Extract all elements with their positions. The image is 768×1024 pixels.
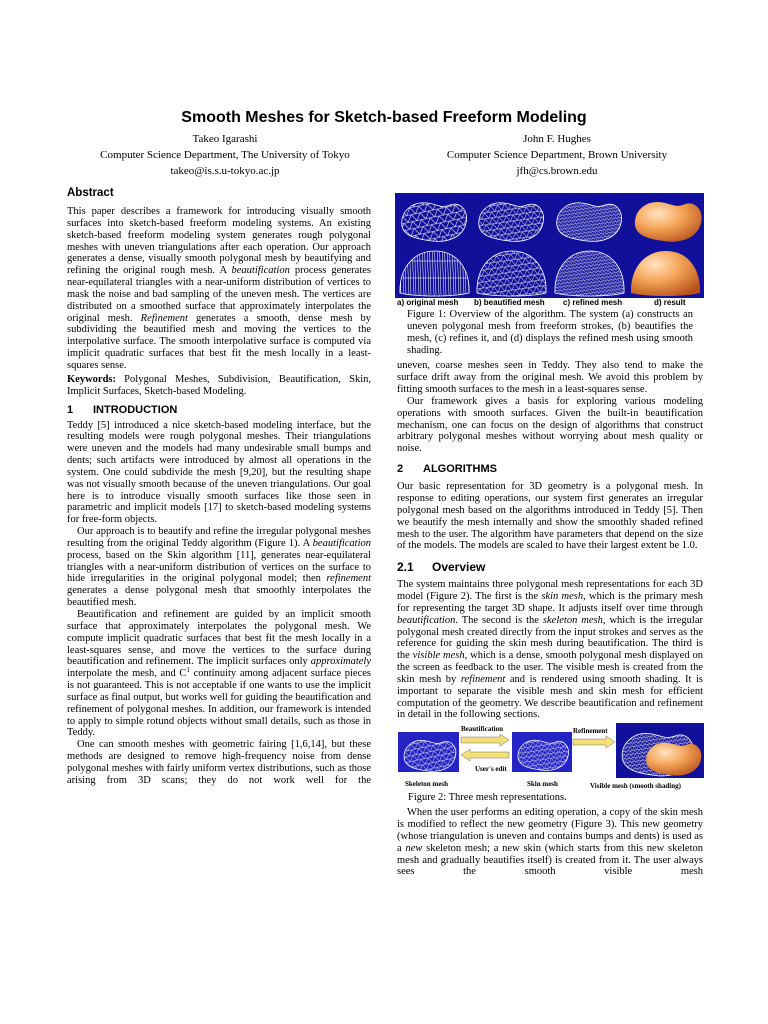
section-heading-introduction	[67, 404, 371, 417]
text-run: process, based on the Skin algorithm [11], generates near-equilateral triangles with a near-uniform distribution of vertices on the surface to hide irregularities in the original polygonal model; then	[67, 549, 371, 585]
figure-1-image	[395, 193, 704, 309]
italic-text: beautification	[312, 537, 371, 549]
text-run: , which is the primary mesh for representing the target 3D shape. It adjusts itself over time through	[397, 591, 703, 614]
paragraph	[397, 360, 703, 396]
text-run: skeleton mesh; a new skin (which starts from this new skeleton mesh and gradually beautifies itself) is created from it. The user always sees the smooth visible mesh	[397, 842, 703, 878]
text-run: continuity among adjacent surface pieces is not guaranteed. This is not acceptable if one wants to use the implicit surface as final output, but works well for guiding the beautification and refinement of polygonal meshes. In addition, our framework is intended to apply to simple rotund objects without small details, such as those in Teddy.	[67, 668, 371, 739]
users-edit-arrow	[461, 749, 509, 761]
paragraph	[67, 526, 371, 609]
subsection-heading-overview	[397, 560, 703, 574]
text-run: When the user performs an editing operation, a copy of the skin mesh is modified to reflect the new geometry (Figure 3). This new geometry (whose triangulation is uneven and contains bumps and dents) is used as a	[397, 807, 703, 854]
text-run: This paper describes a framework for introducing visually smooth surfaces into sketch-based freeform modeling systems. An existing sketch-based freeform modeling system generates rough polygonal meshes with uneven triangulations after each operation. Our approach generates a dense, visually smooth polygonal mesh by beautifying and refining the original rough mesh. A	[67, 206, 371, 277]
skeleton-mesh-label: Skeleton mesh	[405, 780, 448, 789]
paragraph	[397, 481, 703, 552]
italic-text: refinement	[460, 673, 506, 685]
bold-text: Keywords:	[67, 373, 116, 385]
section-number: 2	[397, 463, 404, 476]
italic-text: refinement	[326, 573, 371, 585]
figure-2-image	[397, 723, 704, 791]
original-mesh-side-view	[402, 203, 467, 242]
text-run: interpolate the mesh, and C	[67, 668, 187, 680]
text-run: generates a smooth, dense mesh by subdividing the beautified mesh and moving the vertices to the interpolative surface. The smooth interpolative surface is computed via implicit quadratic surfaces that best fit the mesh locally in a least-squares sense.	[67, 312, 371, 371]
text-run: . The second is the	[455, 614, 543, 626]
text-run: Teddy [5] introduced a nice sketch-based modeling interface, but the resulting models were rough polygonal meshes. Their triangulations were uneven and the models had many undesirable small bumps and dents; such artifacts were introduced by almost all operations in the system. One could subdivide the mesh [9,20], but the resulting shape was not visually smooth because of the uneven triangulations. Our goal here is to introduce visually smooth surfaces like those seen in parametric and implicit models [17] to sketch-based modeling systems for free-form objects.	[67, 419, 371, 526]
text-run: and is rendered using smooth shading. It is important to separate the visible mesh and skin mesh for efficient computation of the geometry. We describe beautification and refinement in detail in the following sections.	[397, 673, 703, 721]
paragraph	[397, 396, 703, 455]
abstract-body	[67, 206, 371, 372]
section-title: ALGORITHMS	[423, 463, 497, 476]
text-run: One can smooth meshes with geometric fairing [1,6,14], but these methods are designed to remove high-frequency noise from dense polygonal meshes with fairly uniform vertex distributions, such as those arising from 3D scans; they do not work well for the	[67, 739, 371, 786]
panel-label-beautified: b) beautified mesh	[474, 298, 545, 307]
italic-text: skeleton mesh	[542, 614, 603, 626]
italic-text: beautification	[397, 614, 456, 626]
author-affiliation: Computer Science Department, The University of Tokyo	[100, 149, 350, 161]
author-name: Takeo Igarashi	[192, 133, 258, 145]
author-block-1	[67, 131, 383, 179]
figure-2-caption: Figure 2: Three mesh representations.	[408, 792, 567, 804]
beautification-label: Beautification	[461, 725, 503, 734]
text-run: Polygonal Meshes, Subdivision, Beautification, Skin, Implicit Surfaces, Sketch-based Modeling.	[67, 373, 371, 397]
text-run: process generates near-equilateral triangles with a near-uniform distribution of vertices to mask the noise and bad sampling of the uneven mesh. The vertices are distributed on a smoothed surface that approximately interpolates the original mesh.	[67, 265, 371, 324]
paragraph	[67, 420, 371, 527]
shaded-result-side-view	[635, 202, 702, 242]
italic-text: new	[405, 842, 423, 854]
refinement-arrow	[573, 736, 615, 748]
paragraph	[397, 579, 703, 721]
text-run: Our framework gives a basis for exploring various modeling operations with smooth surfaces. Given the built-in beautification mechanism, one can focus on the design of algorithms that construct arbitrary polygonal meshes without worrying about mesh quality or noise.	[397, 395, 703, 455]
italic-text: Refinement	[140, 312, 188, 324]
superscript: 1	[186, 666, 190, 675]
right-column	[397, 193, 703, 878]
italic-text: beautification	[231, 265, 290, 277]
author-name: John F. Hughes	[523, 133, 591, 145]
skeleton-mesh-shape	[404, 741, 456, 772]
subsection-number: 2.1	[397, 560, 414, 575]
paper-title: Smooth Meshes for Sketch-based Freeform Modeling	[181, 109, 587, 126]
refinement-label: Refinement	[573, 727, 608, 736]
visible-mesh-label: Visible mesh (smooth shading)	[590, 782, 681, 791]
section-heading-algorithms	[397, 463, 703, 476]
panel-label-result: d) result	[654, 298, 686, 307]
text-run: Our approach is to beautify and refine the irregular polygonal meshes resulting from the original Teddy algorithm (Figure 1). A	[67, 526, 371, 549]
refined-mesh-side-view	[557, 203, 622, 242]
text-run: , which is a dense, smooth polygonal mesh displayed on the screen as feedback to the user. The visible mesh is created from the skin mesh by	[397, 650, 703, 685]
figure-1-caption: Figure 1: Overview of the algorithm. The system (a) constructs an uneven polygonal mesh from freeform strokes, (b) beautifies the mesh, (c) refines it, and (d) displays the refined mesh using smooth shading.	[407, 309, 693, 356]
text-run: Beautification and refinement are guided by an implicit smooth surface that approximately interpolates the polygonal mesh. We compute implicit quadratic surfaces that best fit the mesh locally in a least-squares sense, and move the vertices to the surface during beautification and refinement. The implicit surfaces only	[67, 609, 371, 668]
beautification-arrow	[461, 734, 509, 746]
italic-text: approximately	[310, 656, 371, 668]
section-title: INTRODUCTION	[93, 403, 178, 416]
author-email: jfh@cs.brown.edu	[516, 165, 598, 177]
users-edit-label: User's edit	[475, 765, 507, 774]
beautified-mesh-side-view	[479, 203, 544, 242]
section-number: 1	[67, 403, 74, 416]
panel-label-original: a) original mesh	[397, 298, 459, 307]
text-run: uneven, coarse meshes seen in Teddy. They also tend to make the surface drift away from the original mesh. We avoid this problem by fitting smooth surfaces to the mesh in a least-squares sense.	[397, 360, 703, 396]
keywords	[67, 374, 371, 398]
author-affiliation: Computer Science Department, Brown University	[446, 149, 668, 161]
left-column	[67, 187, 371, 787]
skin-mesh-shape	[518, 741, 569, 771]
paragraph	[397, 807, 703, 878]
abstract-heading: Abstract	[67, 187, 114, 199]
author-block-2	[397, 131, 717, 179]
visible-mesh-shaded	[646, 743, 701, 776]
italic-text: visible mesh	[412, 650, 465, 662]
paragraph	[67, 609, 371, 739]
author-email: takeo@is.s.u-tokyo.ac.jp	[170, 165, 280, 177]
text-run: , which is the irregular polygonal mesh created directly from the input strokes and serves as the reference for guiding the skin mesh during beautification. The third is the	[397, 614, 704, 662]
text-run: generates a dense polygonal mesh that smoothly interpolates the beautified mesh.	[67, 585, 371, 609]
skin-mesh-label: Skin mesh	[527, 780, 558, 789]
italic-text: skin mesh	[541, 591, 584, 603]
paragraph	[67, 739, 371, 786]
panel-label-refined: c) refined mesh	[563, 298, 623, 307]
text-run: The system maintains three polygonal mesh representations for each 3D model (Figure 2). The first is the	[397, 579, 703, 603]
text-run: Our basic representation for 3D geometry is a polygonal mesh. In response to editing operations, our system first generates an irregular polygonal mesh based on the algorithms introduced in Teddy [5]. Then we beautify the mesh internally and show the smoothly shaded refined mesh to the user. The algorithm have parameters that depend on the size of the models. The models are scaled to have their largest extent be 1.0.	[397, 481, 703, 552]
subsection-title: Overview	[432, 560, 486, 575]
